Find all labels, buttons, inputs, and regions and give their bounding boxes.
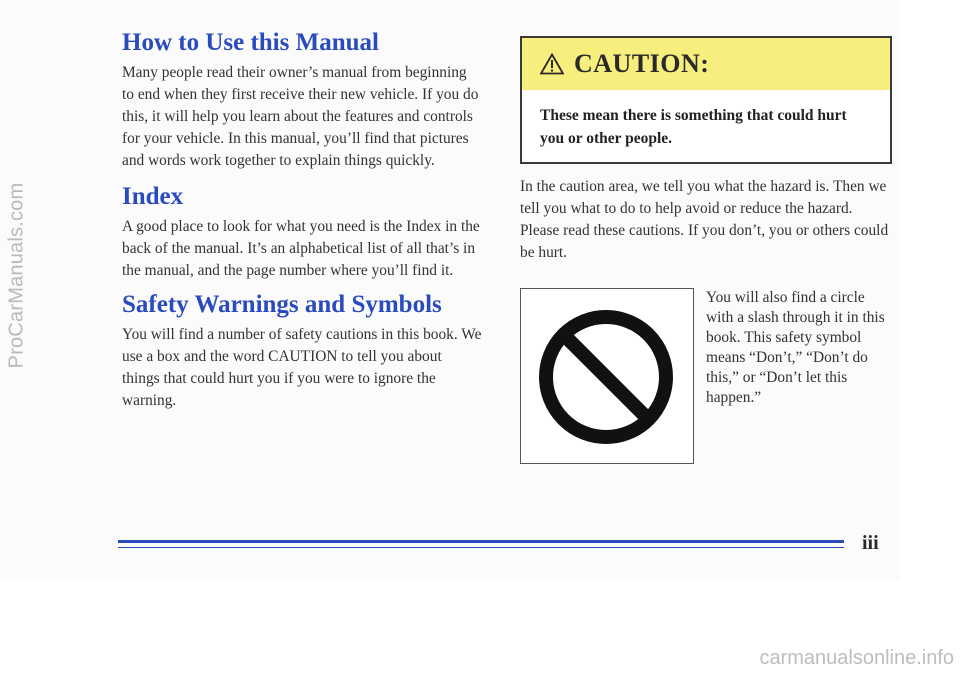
footer-watermark: carmanualsonline.info (759, 647, 954, 669)
caution-text: These mean there is something that could hurt you or other people. (540, 107, 847, 147)
side-watermark (2, 125, 32, 425)
heading-index: Index (122, 183, 184, 210)
text-safety: You will find a number of safety cautions in this book. We use a box and the word CAUTION to tell you about things that could hurt you if you were to ignore the warning. (122, 326, 482, 409)
text-index: A good place to look for what you need is the Index in the back of the manual. It’s an alphabetical list of all that’s in the manual, and the page number where you’ll find it. (122, 218, 480, 279)
right-column (520, 36, 892, 468)
symbol-area (520, 288, 892, 468)
left-column (122, 28, 482, 412)
text-how-to-use: Many people read their owner’s manual from beginning to end when they first receive their new vehicle. If you do this, it will help you learn about the features and controls for your vehicle. In this manual, you’ll find that pictures and words work together to explain things quickly. (122, 64, 479, 169)
caution-explanation: In the caution area, we tell you what the hazard is. Then we tell you what to do to help avoid or reduce the hazard. Please read these cautions. If you don’t, you or others could be hurt. (520, 178, 889, 261)
symbol-box (520, 288, 694, 464)
warning-triangle-icon (540, 53, 564, 75)
caution-title: CAUTION: (574, 49, 710, 78)
symbol-text: You will also find a circle with a slash through it in this book. This safety symbol means “Don’t,” “Don’t do this,” or “Don’t let this happen.” (706, 289, 885, 406)
prohibition-icon (527, 307, 685, 447)
page-number: iii (862, 532, 879, 554)
caution-box (520, 36, 892, 164)
heading-how-to-use: How to Use this Manual (122, 29, 379, 56)
caution-header (522, 38, 890, 90)
footer-rule-thin (118, 547, 844, 548)
footer-rule-thick (118, 540, 844, 543)
heading-safety: Safety Warnings and Symbols (122, 291, 442, 318)
side-watermark-text: ProCarManuals.com (5, 182, 28, 368)
